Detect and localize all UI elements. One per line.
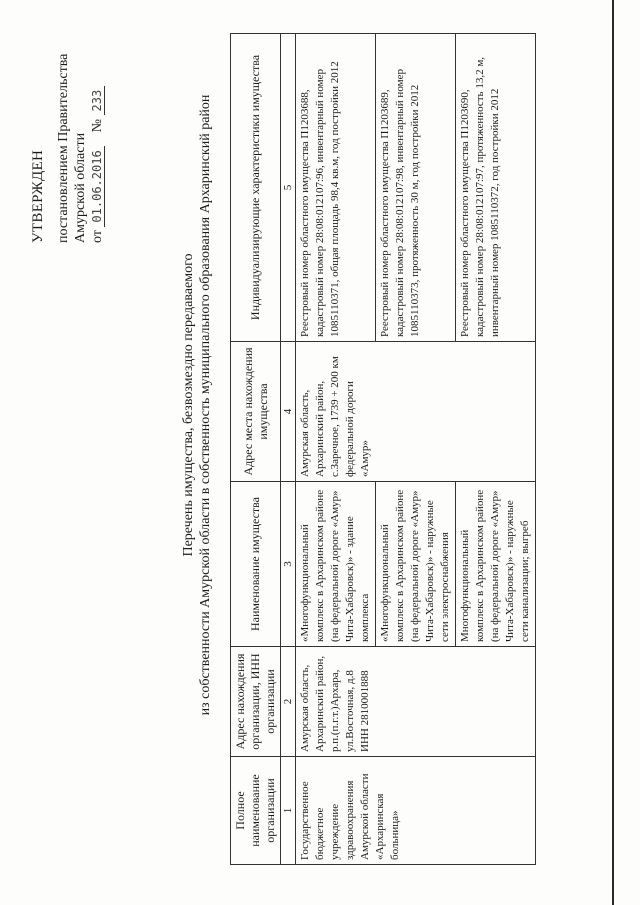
org-name-cell: Государственное бюджетное учреждение здравоохранения Амурской области «Архаринская больница» — [296, 757, 536, 865]
header-org-name: Полное наименование организации — [231, 757, 281, 865]
header-property-address: Адрес места нахождения имущества — [231, 342, 281, 482]
approval-line-2: Амурской области — [73, 132, 88, 243]
table-row — [296, 34, 376, 865]
property-table — [230, 33, 536, 865]
table-header-row — [231, 34, 281, 865]
org-address-cell: Амурская область, Архаринский район, р.п.(п.г.т.)Архара, ул.Восточная, д.8 ИНН 2810001888 — [296, 647, 536, 757]
title-line-1: Перечень имущества, безвозмездно передаваемого — [181, 253, 196, 557]
column-number: 3 — [281, 482, 296, 647]
approval-date-row — [89, 3, 106, 243]
approval-number: 233 — [90, 86, 105, 116]
number-prefix: № — [90, 118, 105, 133]
approval-date: 01.06.2016 — [90, 146, 105, 226]
property-name-cell: Многофункциональный комплекс в Архаринском районе (на федеральной дороге «Амур» Чита-Хабаровск)» - наружные сети канализации; выгреб — [456, 482, 536, 647]
property-name-cell: «Многофункциональный комплекс в Архаринском районе (на федеральной дороге «Амур» Чита-Хабаровск)» - наружные сети электроснабжения — [376, 482, 456, 647]
header-org-address: Адрес нахождения организации, ИНН организации — [231, 647, 281, 757]
approval-heading: УТВЕРЖДЕН — [30, 149, 46, 243]
approval-stamp — [30, 3, 106, 243]
characteristics-cell: Реестровый номер областного имущества П1203688, кадастровый номер 28:08:012107:96, инвентарный номер 1085110371, общая площадь 98,4 кв.м, год постройки 2012 — [296, 34, 376, 342]
title-line-2: из собственности Амурской области в собственность муниципального образования Архаринский район — [198, 94, 213, 716]
characteristics-cell: Реестровый номер областного имущества П1203690, кадастровый номер 28:08:012107:97, протяженность 13,2 м, инвентарный номер 1085110372, год постройки 2012 — [456, 34, 536, 342]
column-number: 2 — [281, 647, 296, 757]
header-characteristics: Индивидуализирующие характеристики имущества — [231, 34, 281, 342]
column-number: 1 — [281, 757, 296, 865]
property-name-cell: «Многофункциональный комплекс в Архаринском районе (на федеральной дороге «Амур» Чита-Хабаровск)» - здание комплекса — [296, 482, 376, 647]
date-prefix: от — [90, 230, 105, 243]
column-number: 4 — [281, 342, 296, 482]
scan-edge-line — [612, 0, 614, 905]
column-number: 5 — [281, 34, 296, 342]
approval-line-1: постановлением Правительства — [56, 53, 71, 243]
header-property-name: Наименование имущества — [231, 482, 281, 647]
table-number-row — [281, 34, 296, 865]
document-title — [180, 55, 214, 755]
property-address-cell: Амурская область, Архаринский район, с.Заречное, 1739 + 200 км федеральной дороги «Амур» — [296, 342, 536, 482]
characteristics-cell: Реестровый номер областного имущества П1203689, кадастровый номер 28:08:012107:98, инвентарный номер 1085110373, протяженность 30 м, год постройки 2012 — [376, 34, 456, 342]
